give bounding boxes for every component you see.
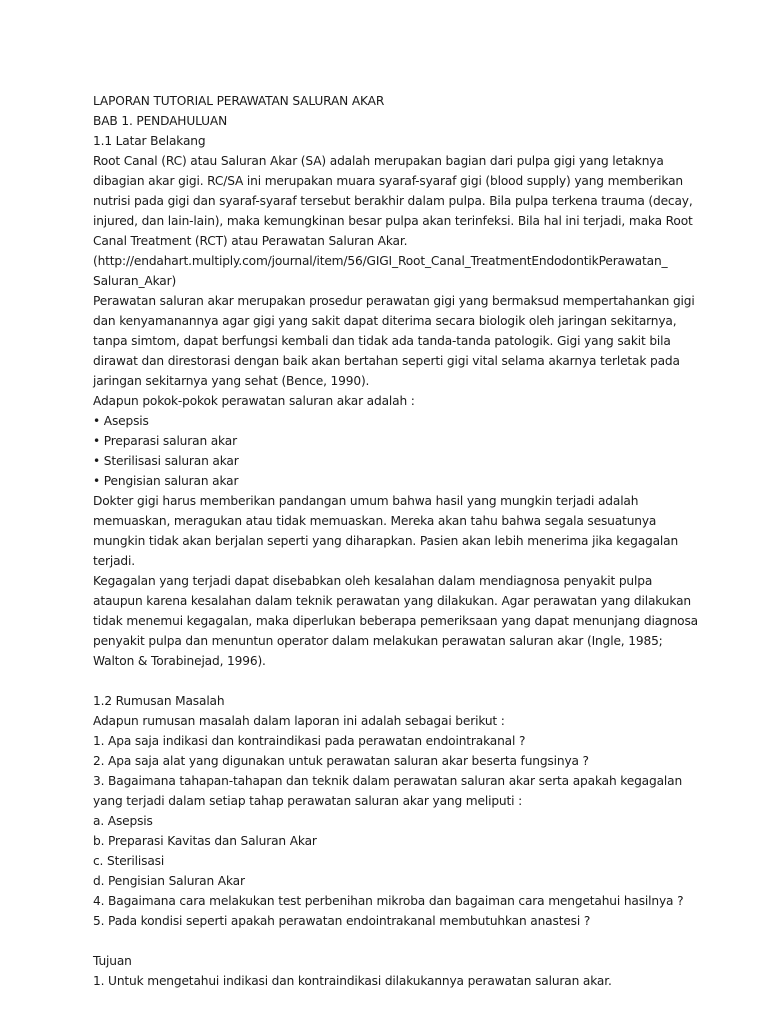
- list-item-principle: • Pengisian saluran akar: [93, 474, 239, 488]
- paragraph-line: nutrisi pada gigi dan syaraf-syaraf tersebut berakhir dalam pulpa. Bila pulpa terkena trauma (decay,: [93, 194, 693, 208]
- chapter-heading: BAB 1. PENDAHULUAN: [93, 114, 228, 128]
- list-item-problem: 1. Apa saja indikasi dan kontraindikasi pada perawatan endointrakanal ?: [93, 734, 526, 748]
- section-heading-rumusan-masalah: 1.2 Rumusan Masalah: [93, 694, 225, 708]
- paragraph-line: dan kenyamanannya agar gigi yang sakit dapat diterima secara biologik oleh jaringan sekitarnya,: [93, 314, 677, 328]
- paragraph-line: dibagian akar gigi. RC/SA ini merupakan muara syaraf-syaraf gigi (blood supply) yang memberikan: [93, 174, 684, 188]
- list-item-problem: d. Pengisian Saluran Akar: [93, 874, 245, 888]
- list-item-problem: b. Preparasi Kavitas dan Saluran Akar: [93, 834, 317, 848]
- principles-intro: Adapun pokok-pokok perawatan saluran akar adalah :: [93, 394, 415, 408]
- paragraph-line: penyakit pulpa dan menuntun operator dalam melakukan perawatan saluran akar (Ingle, 1985;: [93, 634, 663, 648]
- paragraph-line: tidak menemui kegagalan, maka diperlukan beberapa pemeriksaan yang dapat menunjang diagnosa: [93, 614, 698, 628]
- paragraph-line: Walton & Torabinejad, 1996).: [93, 654, 266, 668]
- document-title: LAPORAN TUTORIAL PERAWATAN SALURAN AKAR: [93, 94, 385, 108]
- source-url-line: (http://endahart.multiply.com/journal/item/56/GIGI_Root_Canal_TreatmentEndodontikPerawatan_: [93, 254, 668, 268]
- paragraph-line: Kegagalan yang terjadi dapat disebabkan oleh kesalahan dalam mendiagnosa penyakit pulpa: [93, 574, 653, 588]
- section-heading-latar-belakang: 1.1 Latar Belakang: [93, 134, 206, 148]
- paragraph-line: tanpa simtom, dapat berfungsi kembali dan tidak ada tanda-tanda patologik. Gigi yang sakit bila: [93, 334, 671, 348]
- paragraph-line: injured, dan lain-lain), maka kemungkinan besar pulpa akan terinfeksi. Bila hal ini terjadi, maka Root: [93, 214, 693, 228]
- list-item-problem: c. Sterilisasi: [93, 854, 165, 868]
- list-item-problem: yang terjadi dalam setiap tahap perawatan saluran akar yang meliputi :: [93, 794, 523, 808]
- document-body: [93, 91, 698, 991]
- list-item-principle: • Sterilisasi saluran akar: [93, 454, 239, 468]
- paragraph-line: Perawatan saluran akar merupakan prosedur perawatan gigi yang bermaksud mempertahankan gigi: [93, 294, 695, 308]
- list-item-problem: 4. Bagaimana cara melakukan test perbenihan mikroba dan bagaiman cara mengetahui hasilnya ?: [93, 894, 684, 908]
- paragraph-line: memuaskan, meragukan atau tidak memuaskan. Mereka akan tahu bahwa segala sesuatunya: [93, 514, 657, 528]
- blank-line: [93, 671, 693, 691]
- blank-line: [93, 931, 693, 951]
- paragraph-line: mungkin tidak akan berjalan seperti yang diharapkan. Pasien akan lebih menerima jika kegagalan: [93, 534, 679, 548]
- paragraph-line: jaringan sekitarnya yang sehat (Bence, 1990).: [93, 374, 370, 388]
- paragraph-line: Dokter gigi harus memberikan pandangan umum bahwa hasil yang mungkin terjadi adalah: [93, 494, 639, 508]
- list-item-goal: 1. Untuk mengetahui indikasi dan kontraindikasi dilakukannya perawatan saluran akar.: [93, 974, 612, 988]
- list-item-problem: a. Asepsis: [93, 814, 153, 828]
- source-url-line: Saluran_Akar): [93, 274, 177, 288]
- paragraph-line: ataupun karena kesalahan dalam teknik perawatan yang dilakukan. Agar perawatan yang dilakukan: [93, 594, 691, 608]
- list-item-problem: 2. Apa saja alat yang digunakan untuk perawatan saluran akar beserta fungsinya ?: [93, 754, 589, 768]
- paragraph-line: Root Canal (RC) atau Saluran Akar (SA) adalah merupakan bagian dari pulpa gigi yang letaknya: [93, 154, 664, 168]
- section-intro: Adapun rumusan masalah dalam laporan ini adalah sebagai berikut :: [93, 714, 505, 728]
- paragraph-line: dirawat dan direstorasi dengan baik akan bertahan seperti gigi vital selama akarnya terletak pada: [93, 354, 680, 368]
- paragraph-line: terjadi.: [93, 554, 135, 568]
- list-item-problem: 3. Bagaimana tahapan-tahapan dan teknik dalam perawatan saluran akar serta apakah kegagalan: [93, 774, 683, 788]
- paragraph-line: Canal Treatment (RCT) atau Perawatan Saluran Akar.: [93, 234, 408, 248]
- list-item-principle: • Preparasi saluran akar: [93, 434, 237, 448]
- list-item-principle: • Asepsis: [93, 414, 149, 428]
- section-heading-tujuan: Tujuan: [93, 954, 132, 968]
- list-item-problem: 5. Pada kondisi seperti apakah perawatan endointrakanal membutuhkan anastesi ?: [93, 914, 591, 928]
